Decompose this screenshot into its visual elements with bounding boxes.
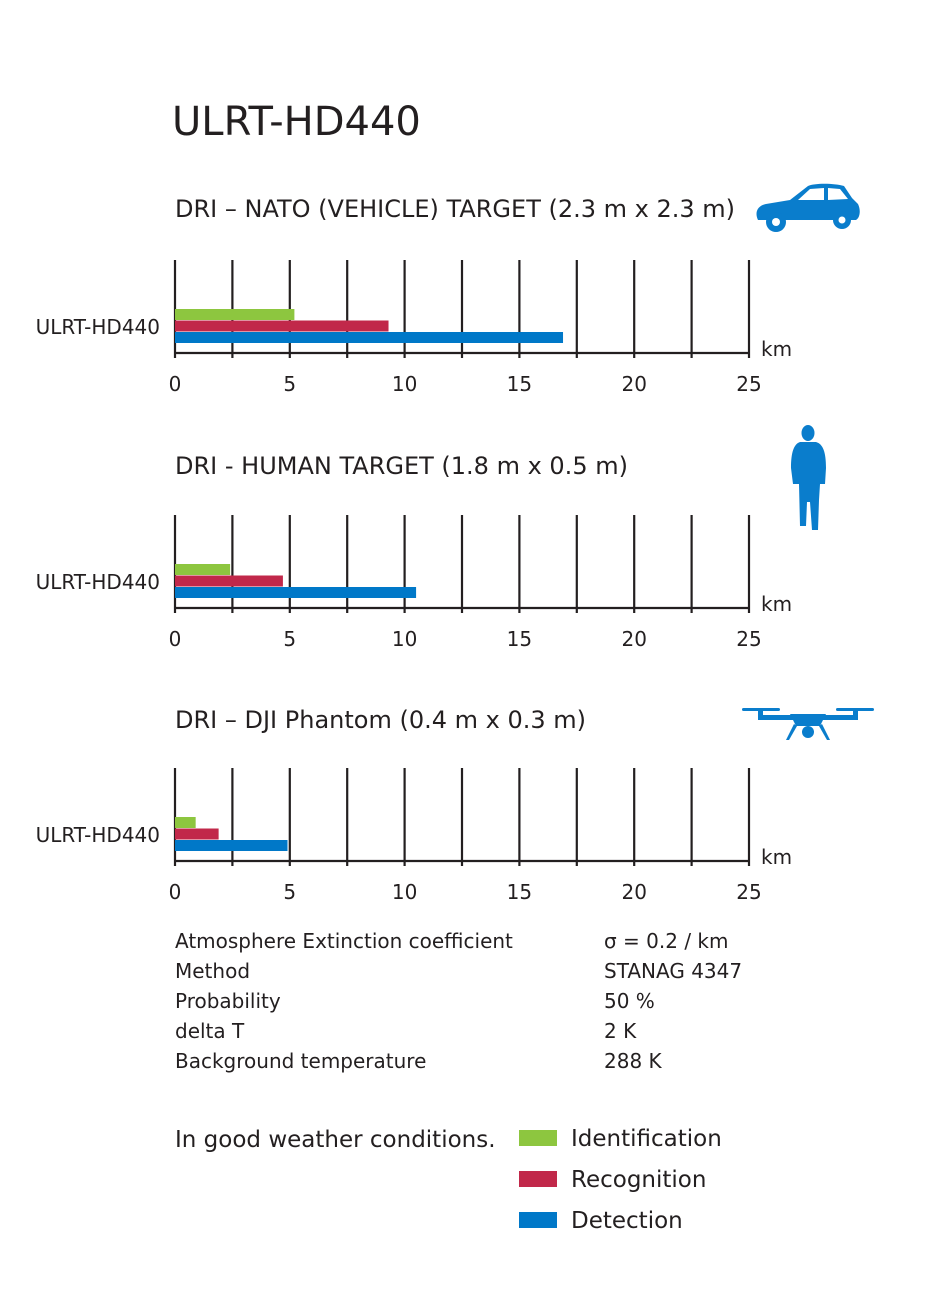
bar-recognition xyxy=(175,829,219,840)
legend-swatch xyxy=(519,1171,557,1187)
x-tick-label: 20 xyxy=(621,627,647,651)
bar-identification xyxy=(175,564,230,575)
bar-detection xyxy=(175,587,416,598)
x-tick-label: 0 xyxy=(168,372,182,396)
x-unit-label: km xyxy=(761,337,793,361)
bar-recognition xyxy=(175,321,389,332)
parameter-label: Atmosphere Extinction coefficient xyxy=(175,929,513,953)
car-icon xyxy=(752,180,862,236)
parameter-value: 50 % xyxy=(604,989,655,1013)
legend-label: Identification xyxy=(571,1126,722,1152)
parameter-value: σ = 0.2 / km xyxy=(604,929,729,953)
x-tick-label: 5 xyxy=(283,372,297,396)
x-tick-label: 25 xyxy=(736,627,762,651)
bar-detection xyxy=(175,840,288,851)
x-tick-label: 15 xyxy=(506,627,533,651)
weather-note: In good weather conditions. xyxy=(175,1127,496,1153)
x-tick-label: 15 xyxy=(506,372,533,396)
x-tick-label: 25 xyxy=(736,880,762,904)
x-tick-label: 10 xyxy=(391,372,418,396)
parameter-value: STANAG 4347 xyxy=(604,959,743,983)
legend-swatch xyxy=(519,1212,557,1228)
x-tick-label: 15 xyxy=(506,880,533,904)
chart-title-drone: DRI – DJI Phantom (0.4 m x 0.3 m) xyxy=(175,706,586,734)
parameter-label: Method xyxy=(175,959,251,983)
x-tick-label: 0 xyxy=(168,627,182,651)
category-label: ULRT-HD440 xyxy=(35,315,160,339)
chart-vehicle xyxy=(0,250,945,410)
parameter-label: Probability xyxy=(175,989,281,1013)
legend-swatch xyxy=(519,1130,557,1146)
chart-human xyxy=(0,505,945,665)
bar-identification xyxy=(175,309,294,320)
x-tick-label: 5 xyxy=(283,880,297,904)
chart-title-vehicle: DRI – NATO (VEHICLE) TARGET (2.3 m x 2.3 m) xyxy=(175,195,736,223)
page-title: ULRT-HD440 xyxy=(172,99,421,145)
x-tick-label: 25 xyxy=(736,372,762,396)
x-unit-label: km xyxy=(761,592,793,616)
x-tick-label: 20 xyxy=(621,880,647,904)
x-tick-label: 5 xyxy=(283,627,297,651)
parameter-value: 2 K xyxy=(604,1019,637,1043)
chart-title-human: DRI - HUMAN TARGET (1.8 m x 0.5 m) xyxy=(175,452,628,480)
bar-identification xyxy=(175,817,196,828)
bar-detection xyxy=(175,332,563,343)
parameter-label: Background temperature xyxy=(175,1049,427,1073)
legend-label: Recognition xyxy=(571,1167,707,1193)
parameter-value: 288 K xyxy=(604,1049,662,1073)
chart-drone xyxy=(0,758,945,918)
x-unit-label: km xyxy=(761,845,793,869)
drone-icon xyxy=(740,700,876,752)
category-label: ULRT-HD440 xyxy=(35,823,160,847)
legend-label: Detection xyxy=(571,1208,683,1234)
x-tick-label: 10 xyxy=(391,880,418,904)
parameter-label: delta T xyxy=(175,1019,245,1043)
bar-recognition xyxy=(175,576,283,587)
x-tick-label: 20 xyxy=(621,372,647,396)
category-label: ULRT-HD440 xyxy=(35,570,160,594)
x-tick-label: 10 xyxy=(391,627,418,651)
x-tick-label: 0 xyxy=(168,880,182,904)
